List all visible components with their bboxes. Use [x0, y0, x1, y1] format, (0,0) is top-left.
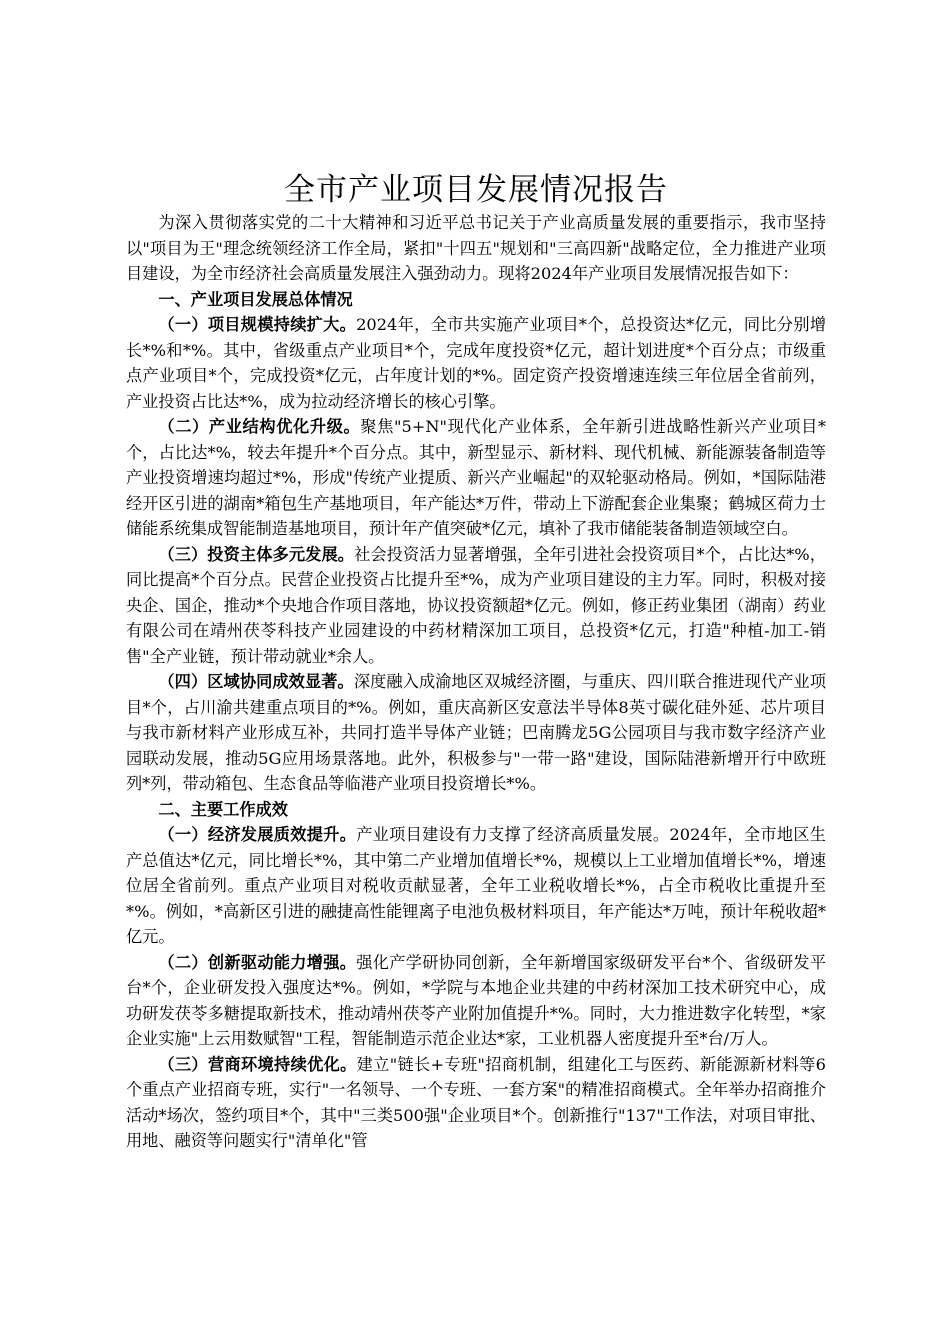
- document-title: 全市产业项目发展情况报告: [284, 172, 668, 208]
- section1-item-4: [126, 669, 826, 797]
- section1-item-1: [126, 312, 826, 414]
- item-lead: （二）产业结构优化升级。: [158, 417, 361, 436]
- item-text: 产业项目建设有力支撑了经济高质量发展。2024年，全市地区生产总值达*亿元，同比增长*%，其中第二产业增加值增长*%，规模以上工业增加值增长*%，增速位居全省前列。重点产业项目对税收贡献显著，全年工业税收增长*%，占全市税收比重提升至*%。例如，*高新区引进的融捷高性能锂离子电池负极材料项目，年产能达*万吨，预计年税收超*亿元。: [126, 825, 826, 946]
- section1-item-2: [126, 414, 826, 542]
- item-lead: （二）创新驱动能力增强。: [158, 952, 357, 972]
- item-lead: （三）投资主体多元发展。: [158, 544, 355, 564]
- item-lead: （四）区域协同成效显著。: [158, 672, 354, 691]
- section2-item-1: [126, 822, 826, 950]
- item-text: 建立"链长+专班"招商机制，组建化工与医药、新能源新材料等6个重点产业招商专班，实行"一名领导、一个专班、一套方案"的精准招商模式。全年举办招商推介活动*场次，签约项目*个，其中"三类500强"企业项目*个。创新推行"137"工作法，对项目审批、用地、融资等问题实行"清单化"管: [126, 1054, 826, 1150]
- section-heading-2: 二、主要工作成效: [158, 799, 288, 819]
- section1-item-3: [126, 542, 826, 670]
- item-text: 社会投资活力显著增强，全年引进社会投资项目*个，占比达*%，同比提高*个百分点。民营企业投资占比提升至*%，成为产业项目建设的主力军。同时，积极对接央企、国企，推动*个央地合作项目落地，协议投资额超*亿元。例如，修正药业集团（湖南）药业有限公司在靖州茯苓科技产业园建设的中药材精深加工项目，总投资*亿元，打造"种植-加工-销售"全产业链，预计带动就业*余人。: [126, 544, 826, 666]
- intro-paragraph: 为深入贯彻落实党的二十大精神和习近平总书记关于产业高质量发展的重要指示，我市坚持以"项目为王"理念统领经济工作全局，紧扣"十四五"规划和"三高四新"战略定位，全力推进产业项目建设，为全市经济社会高质量发展注入强劲动力。现将2024年产业项目发展情况报告如下：: [126, 213, 826, 283]
- item-lead: （一）项目规模持续扩大。: [158, 315, 357, 334]
- item-lead: （一）经济发展质效提升。: [158, 825, 357, 844]
- item-text: 聚焦"5+N"现代化产业体系，全年新引进战略性新兴产业项目*个，占比达*%，较去年提升*个百分点。其中，新型显示、新材料、现代机械、新能源装备制造等产业投资增速均超过*%，形成"传统产业提质、新兴产业崛起"的双轮驱动格局。例如，*国际陆港经开区引进的湖南*箱包生产基地项目，年产能达*万件，带动上下游配套企业集聚；鹤城区荷力士储能系统集成智能制造基地项目，预计年产值突破*亿元，填补了我市储能装备制造领域空白。: [126, 417, 826, 538]
- item-text: 2024年，全市共实施产业项目*个，总投资达*亿元，同比分别增长*%和*%。其中，省级重点产业项目*个，完成年度投资*亿元，超计划进度*个百分点；市级重点产业项目*个，完成投资*亿元，占年度计划的*%。固定资产投资增速连续三年位居全省前列，产业投资占比达*%，成为拉动经济增长的核心引擎。: [126, 315, 827, 411]
- item-text: 强化产学研协同创新，全年新增国家级研发平台*个、省级研发平台*个，企业研发投入强度达*%。例如，*学院与本地企业共建的中药材深加工技术研究中心，成功研发茯苓多糖提取新技术，推动靖州茯苓产业附加值提升*%。同时，大力推进数字化转型，*家企业实施"上云用数赋智"工程，智能制造示范企业达*家，工业机器人密度提升至*台/万人。: [126, 952, 827, 1048]
- section2-item-3: [126, 1052, 826, 1154]
- section2-item-2: [126, 950, 826, 1052]
- item-lead: （三）营商环境持续优化。: [158, 1054, 357, 1074]
- document-page: [126, 170, 826, 1154]
- section-heading-1: 一、产业项目发展总体情况: [158, 289, 353, 309]
- item-text: 深度融入成渝地区双城经济圈，与重庆、四川联合推进现代产业项目*个，占川渝共建重点项目的*%。例如，重庆高新区安意法半导体8英寸碳化硅外延、芯片项目与我市新材料产业形成互补，共同打造半导体产业链；巴南腾龙5G公园项目与我市数字经济产业园联动发展，推动5G应用场景落地。此外，积极参与"一带一路"建设，国际陆港新增开行中欧班列*列，带动箱包、生态食品等临港产业项目投资增长*%。: [126, 672, 827, 793]
